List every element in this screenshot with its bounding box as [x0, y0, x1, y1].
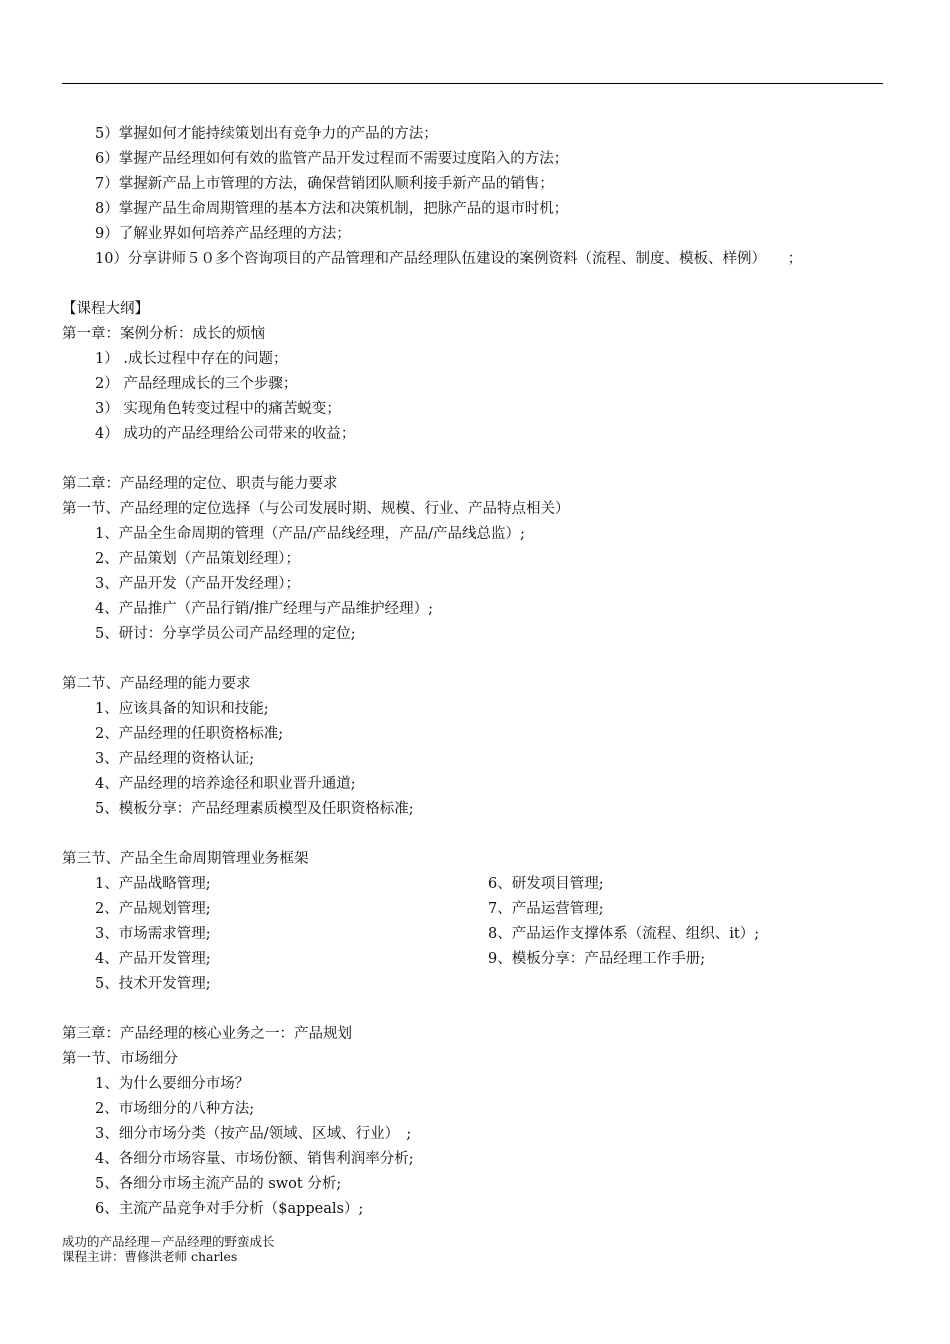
list-item: 1、应该具备的知识和技能; [95, 701, 269, 717]
list-item: 6、主流产品竞争对手分析（$appeals）; [95, 1201, 364, 1217]
list-item: 2、产品策划（产品策划经理）； [95, 551, 300, 567]
footer-instructor: 课程主讲：曹修洪老师 charles [62, 1249, 238, 1264]
list-item: 1） .成长过程中存在的问题； [95, 351, 288, 367]
list-item: 4、产品推广（产品行销/推广经理与产品维护经理）; [95, 601, 433, 617]
page-footer [62, 1234, 275, 1264]
goal-item: 7）掌握新产品上市管理的方法，确保营销团队顺利接手新产品的销售； [95, 176, 554, 192]
list-item: 1、产品全生命周期的管理（产品/产品线经理，产品/产品线总监）; [95, 526, 525, 542]
list-item: 4、产品经理的培养途径和职业晋升通道; [95, 776, 356, 792]
goal-item: 5）掌握如何才能持续策划出有竞争力的产品的方法； [95, 126, 438, 142]
list-item: 7、产品运营管理; [488, 901, 604, 917]
right-column [488, 872, 888, 997]
list-item: 2、产品规划管理; [95, 901, 211, 917]
chapter-3-title: 第三章：产品经理的核心业务之一：产品规划 [62, 1026, 352, 1042]
list-item: 4、各细分市场容量、市场份额、销售利润率分析; [95, 1151, 414, 1167]
list-item: 6、研发项目管理; [488, 876, 604, 892]
chapter-2-section-1-title: 第一节、产品经理的定位选择（与公司发展时期、规模、行业、产品特点相关） [62, 501, 570, 517]
list-item: 5、技术开发管理; [95, 976, 211, 992]
list-item: 1、为什么要细分市场？ [95, 1076, 250, 1092]
list-item: 2、产品经理的任职资格标准; [95, 726, 284, 742]
list-item: 3、产品经理的资格认证; [95, 751, 255, 767]
left-column [62, 872, 488, 997]
goal-item: 9）了解业界如何培养产品经理的方法； [95, 226, 351, 242]
chapter-2-section-3-title: 第三节、产品全生命周期管理业务框架 [62, 851, 309, 867]
outline-heading: 【课程大纲】 [62, 301, 149, 317]
list-item: 2） 产品经理成长的三个步骤； [95, 376, 298, 392]
footer-course-title: 成功的产品经理－产品经理的野蛮成长 [62, 1234, 275, 1249]
chapter-2-section-3-columns [62, 872, 892, 997]
list-item: 3、产品开发（产品开发经理）； [95, 576, 300, 592]
chapter-2-section-2-title: 第二节、产品经理的能力要求 [62, 676, 251, 692]
goals-list [62, 122, 892, 272]
list-item: 3、细分市场分类（按产品/领域、区域、行业） ; [95, 1126, 412, 1142]
document-body [62, 122, 892, 1222]
chapter-1-list [62, 347, 892, 447]
chapter-2-section-2-list [62, 697, 892, 822]
list-item: 1、产品战略管理; [95, 876, 211, 892]
list-item: 5、模板分享：产品经理素质模型及任职资格标准; [95, 801, 414, 817]
list-item: 9、模板分享：产品经理工作手册; [488, 951, 706, 967]
list-item: 3、市场需求管理; [95, 926, 211, 942]
header-rule [62, 83, 883, 84]
chapter-3-section-1-title: 第一节、市场细分 [62, 1051, 178, 1067]
chapter-1-title: 第一章：案例分析：成长的烦恼 [62, 326, 265, 342]
list-item: 4） 成功的产品经理给公司带来的收益； [95, 426, 356, 442]
list-item: 3） 实现角色转变过程中的痛苦蜕变； [95, 401, 341, 417]
goal-item: 10）分享讲师５０多个咨询项目的产品管理和产品经理队伍建设的案例资料（流程、制度、模板、样例） ； [95, 251, 803, 267]
list-item: 5、研讨：分享学员公司产品经理的定位; [95, 626, 356, 642]
chapter-3-section-1-list [62, 1072, 892, 1222]
chapter-2-title: 第二章：产品经理的定位、职责与能力要求 [62, 476, 338, 492]
list-item: 5、各细分市场主流产品的 swot 分析; [95, 1176, 342, 1192]
list-item: 2、市场细分的八种方法; [95, 1101, 255, 1117]
goal-item: 8）掌握产品生命周期管理的基本方法和决策机制，把脉产品的退市时机； [95, 201, 569, 217]
list-item: 4、产品开发管理; [95, 951, 211, 967]
list-item: 8、产品运作支撑体系（流程、组织、it）; [488, 926, 760, 942]
chapter-2-section-1-list [62, 522, 892, 647]
goal-item: 6）掌握产品经理如何有效的监管产品开发过程而不需要过度陷入的方法； [95, 151, 569, 167]
